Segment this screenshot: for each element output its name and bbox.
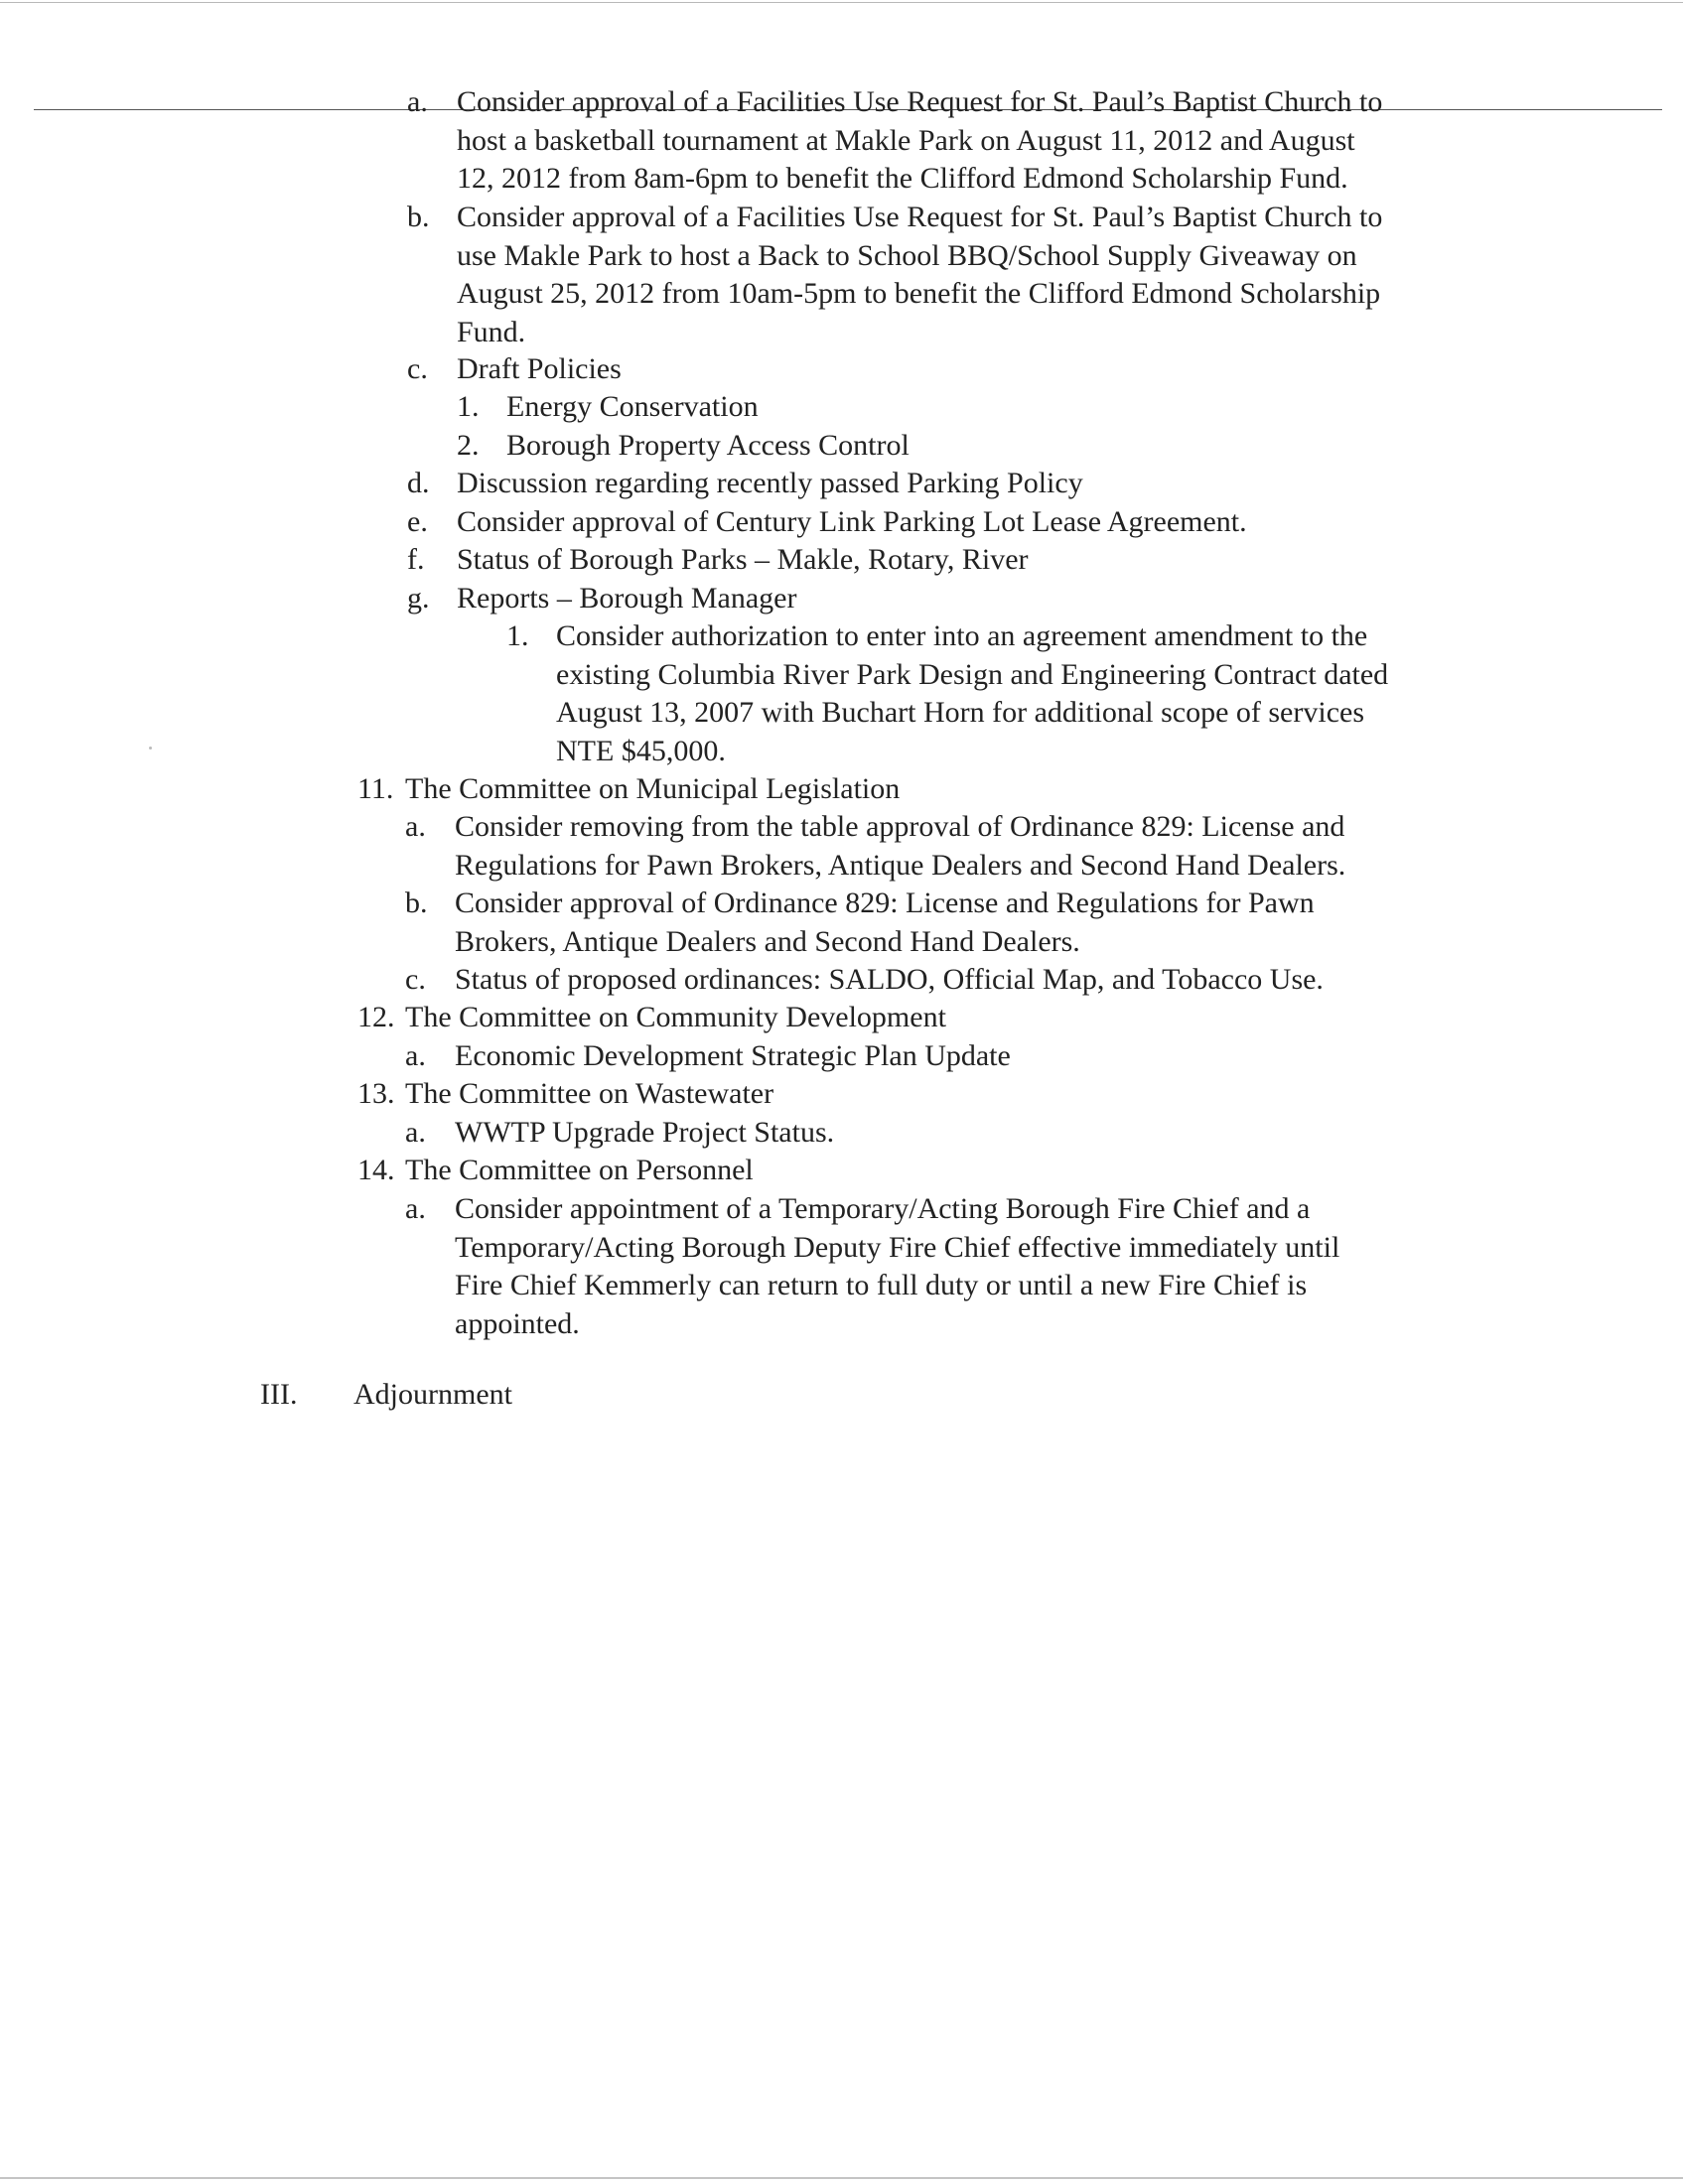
committee-wastewater	[405, 1075, 773, 1114]
committee-marker: 12.	[357, 1001, 395, 1033]
item-text-line: Consider approval of a Facilities Use Request for St. Paul’s Baptist Church to	[457, 85, 1383, 118]
agenda-item-c	[457, 350, 622, 389]
item-marker: d.	[407, 467, 430, 499]
agenda-item-a	[457, 83, 1382, 199]
sub-item-marker: 1.	[457, 390, 480, 423]
scan-speck	[149, 747, 152, 750]
personnel-item-a	[455, 1190, 1339, 1343]
item-text-line: Consider approval of Ordinance 829: License and Regulations for Pawn	[455, 887, 1315, 919]
item-text-line: host a basketball tournament at Makle Park on August 11, 2012 and August	[457, 123, 1355, 157]
item-text-line: Brokers, Antique Dealers and Second Hand Dealers.	[455, 924, 1080, 958]
sub-item-columbia-river-park	[556, 617, 1388, 770]
item-text-line: Consider approval of Century Link Parking Lot Lease Agreement.	[457, 505, 1247, 538]
item-marker: a.	[405, 1192, 426, 1225]
item-marker: g.	[407, 582, 430, 614]
community-item-a	[455, 1037, 1011, 1076]
sub-item-property-access	[506, 427, 910, 466]
committee-municipal-legislation	[405, 770, 900, 809]
item-text-line: WWTP Upgrade Project Status.	[455, 1116, 835, 1149]
committee-title: The Committee on Wastewater	[405, 1077, 774, 1110]
item-marker: b.	[407, 201, 430, 233]
item-text-line: Discussion regarding recently passed Parking Policy	[457, 467, 1083, 499]
committee-title: The Committee on Community Development	[405, 1001, 946, 1033]
item-text-line: Reports – Borough Manager	[457, 582, 797, 614]
item-marker: b.	[405, 887, 428, 919]
wastewater-item-a	[455, 1114, 834, 1153]
sub-item-text: existing Columbia River Park Design and Engineering Contract dated	[556, 657, 1389, 691]
agenda-item-d	[457, 465, 1083, 503]
section-adjournment	[353, 1376, 512, 1415]
committee-marker: 11.	[357, 772, 394, 805]
item-text-line: Draft Policies	[457, 352, 622, 385]
sub-item-marker: 2.	[457, 429, 480, 462]
section-title: Adjournment	[353, 1378, 512, 1411]
item-text-line: 12, 2012 from 8am-6pm to benefit the Clifford Edmond Scholarship Fund.	[457, 162, 1348, 195]
sub-item-text: August 13, 2007 with Buchart Horn for additional scope of services	[556, 696, 1364, 729]
item-marker: a.	[405, 1116, 426, 1149]
sub-item-marker: 1.	[506, 619, 529, 652]
item-text-line: Status of proposed ordinances: SALDO, Official Map, and Tobacco Use.	[455, 963, 1324, 996]
item-text-line: use Makle Park to host a Back to School BBQ/School Supply Giveaway on	[457, 238, 1357, 272]
sub-item-text: NTE $45,000.	[556, 734, 726, 767]
agenda-item-b	[457, 199, 1382, 351]
scan-edge-top	[0, 2, 1683, 3]
sub-item-text: Energy Conservation	[506, 390, 759, 423]
item-text-line: Status of Borough Parks – Makle, Rotary, River	[457, 543, 1029, 576]
item-text-line: Temporary/Acting Borough Deputy Fire Chief effective immediately until	[455, 1230, 1340, 1264]
committee-title: The Committee on Personnel	[405, 1154, 754, 1186]
agenda-item-e	[457, 503, 1247, 542]
committee-marker: 14.	[357, 1154, 395, 1186]
legislation-item-a	[455, 808, 1345, 885]
item-text-line: Economic Development Strategic Plan Update	[455, 1039, 1011, 1072]
item-marker: f.	[407, 543, 425, 576]
agenda-item-g	[457, 580, 796, 618]
item-text-line: Regulations for Pawn Brokers, Antique Dealers and Second Hand Dealers.	[455, 848, 1346, 882]
scan-edge-bottom	[0, 2177, 1683, 2179]
legislation-item-b	[455, 885, 1315, 961]
item-marker: e.	[407, 505, 428, 538]
item-text-line: Consider removing from the table approval of Ordinance 829: License and	[455, 810, 1345, 843]
item-text-line: Fund.	[457, 315, 526, 348]
item-marker: c.	[405, 963, 426, 996]
item-text-line: August 25, 2012 from 10am-5pm to benefit the Clifford Edmond Scholarship	[457, 277, 1381, 310]
sub-item-text: Consider authorization to enter into an agreement amendment to the	[556, 619, 1368, 652]
item-marker: c.	[407, 352, 428, 385]
item-text-line: appointed.	[455, 1306, 580, 1340]
committee-title: The Committee on Municipal Legislation	[405, 772, 901, 805]
item-marker: a.	[407, 85, 428, 118]
item-text-line: Consider approval of a Facilities Use Request for St. Paul’s Baptist Church to	[457, 201, 1383, 233]
sub-item-text: Borough Property Access Control	[506, 429, 910, 462]
legislation-item-c	[455, 961, 1324, 1000]
committee-marker: 13.	[357, 1077, 395, 1110]
committee-personnel	[405, 1152, 754, 1190]
committee-community-development	[405, 999, 946, 1037]
item-marker: a.	[405, 810, 426, 843]
section-marker: III.	[260, 1378, 298, 1411]
agenda-item-f	[457, 541, 1029, 580]
item-marker: a.	[405, 1039, 426, 1072]
sub-item-energy-conservation	[506, 388, 759, 427]
item-text-line: Fire Chief Kemmerly can return to full duty or until a new Fire Chief is	[455, 1269, 1308, 1301]
item-text-line: Consider appointment of a Temporary/Acting Borough Fire Chief and a	[455, 1192, 1311, 1225]
